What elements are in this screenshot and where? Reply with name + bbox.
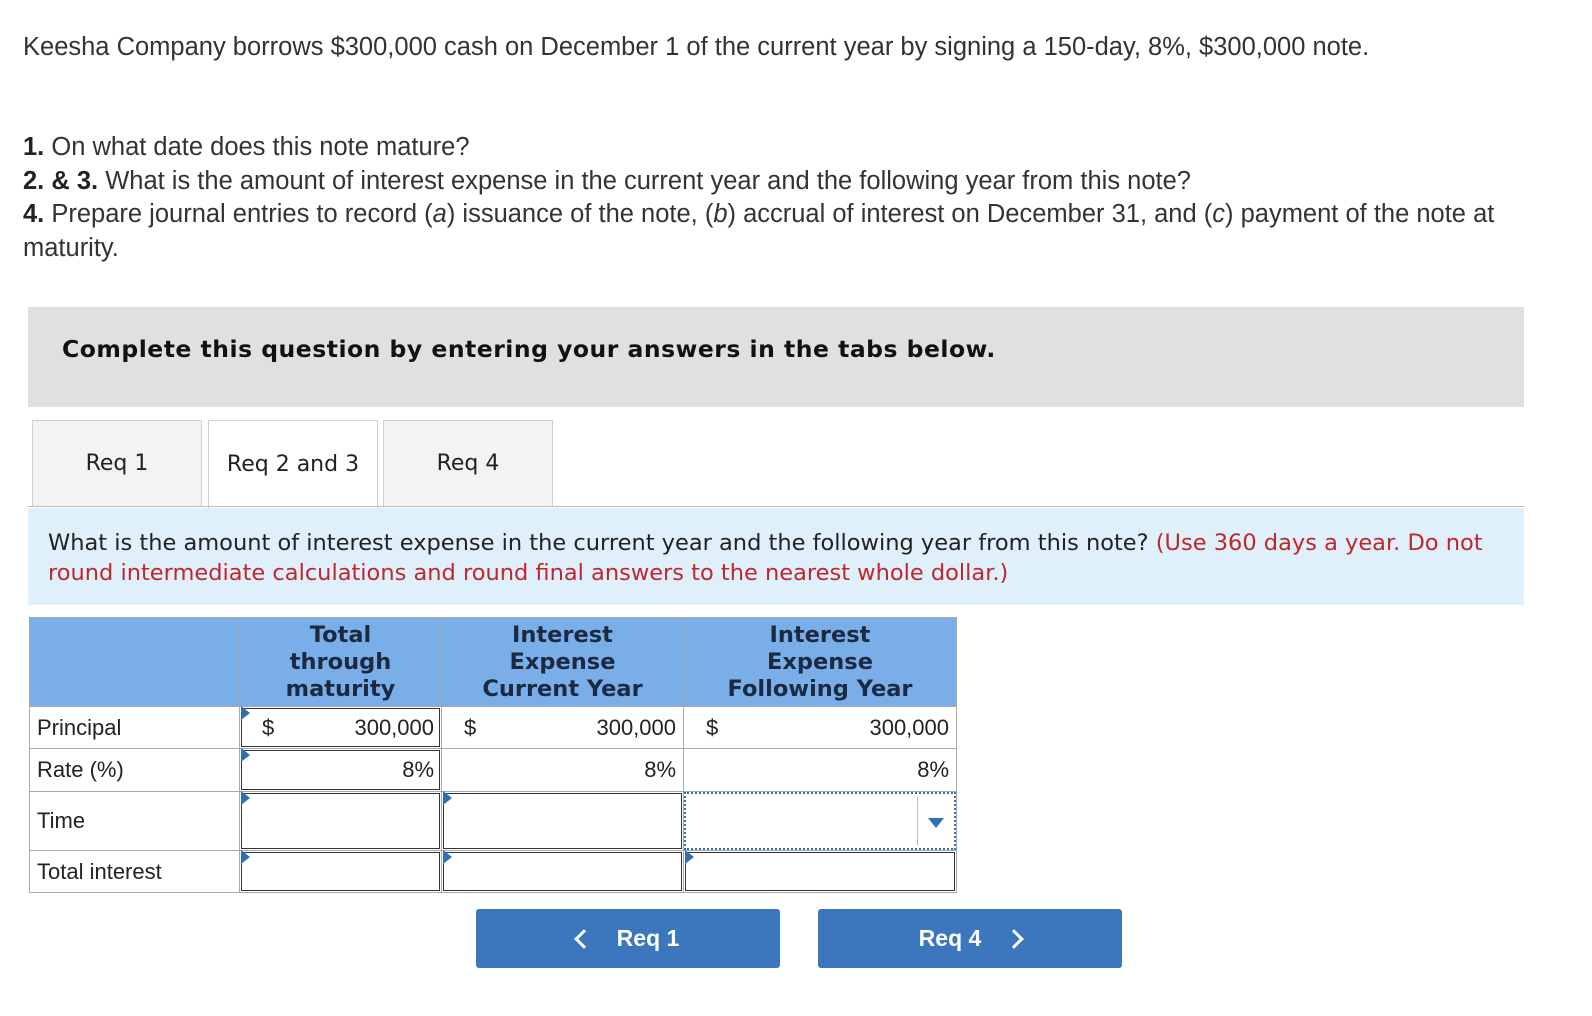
req-number: 4.	[23, 200, 45, 228]
req-text: ) issuance of the note, (	[446, 200, 714, 228]
currency-symbol: $	[262, 714, 275, 740]
table-row	[30, 792, 957, 851]
row-label-time: Time	[30, 792, 240, 851]
input-marker-icon	[685, 850, 694, 864]
total-interest-following-input[interactable]	[685, 852, 955, 891]
rate-total-cell[interactable]	[240, 749, 442, 792]
instructions-banner	[28, 307, 1524, 407]
req-letter: b	[713, 200, 728, 228]
prev-req-label: Req 1	[616, 925, 680, 951]
input-marker-icon	[241, 850, 250, 864]
tab-req-4[interactable]: Req 4	[383, 420, 553, 506]
dropdown-separator	[917, 797, 918, 845]
header-total-through-maturity	[240, 618, 442, 707]
principal-total-cell[interactable]	[240, 707, 442, 749]
requirement-4	[23, 198, 1543, 265]
req-text: On what date does this note mature?	[44, 133, 470, 161]
input-marker-icon	[443, 791, 452, 805]
time-current-cell[interactable]	[442, 792, 684, 851]
currency-symbol: $	[464, 714, 477, 740]
question-prompt: What is the amount of interest expense in the current year and the following year from this note?	[48, 530, 1156, 556]
dropdown-arrow-icon[interactable]	[928, 818, 944, 828]
header-text: Interest Expense Following Year	[727, 621, 913, 702]
table-row	[30, 749, 957, 792]
cell-value: 8%	[917, 757, 949, 782]
cell-value: 8%	[644, 757, 676, 782]
banner-text: Complete this question by entering your answers in the tabs below.	[62, 335, 996, 363]
problem-statement	[23, 30, 1543, 64]
input-marker-icon	[241, 748, 250, 762]
header-interest-following-year	[684, 618, 957, 707]
req-number: 1.	[23, 133, 45, 161]
tab-req-2-and-3[interactable]: Req 2 and 3	[208, 420, 378, 508]
table-row	[30, 707, 957, 749]
table-row	[30, 851, 957, 893]
header-interest-current-year	[442, 618, 684, 707]
principal-current-cell	[442, 707, 684, 749]
time-following-cell[interactable]	[684, 792, 957, 851]
total-interest-current-cell[interactable]	[442, 851, 684, 893]
cell-value: 300,000	[354, 714, 434, 740]
req-text: ) payment of the note at maturity.	[23, 200, 1495, 262]
rate-following-cell	[684, 749, 957, 792]
prev-req-button[interactable]	[476, 909, 780, 968]
header-text: Total through maturity	[285, 621, 396, 702]
requirements-list	[23, 131, 1543, 265]
total-interest-total-cell[interactable]	[240, 851, 442, 893]
tabs-divider	[28, 506, 1524, 507]
input-marker-icon	[443, 850, 452, 864]
req-letter: a	[432, 200, 447, 228]
req-number: 2. & 3.	[23, 166, 99, 195]
header-text: Interest Expense Current Year	[482, 621, 643, 702]
next-req-label: Req 4	[918, 925, 982, 951]
cell-value: 300,000	[596, 714, 676, 740]
total-interest-current-input[interactable]	[443, 852, 682, 891]
req-letter: c	[1212, 200, 1225, 228]
cell-value: 300,000	[869, 714, 949, 740]
time-current-input[interactable]	[443, 793, 682, 849]
req-text: ) accrual of interest on December 31, and (	[727, 200, 1213, 228]
currency-symbol: $	[706, 714, 719, 740]
cell-value: 8%	[402, 757, 434, 782]
time-total-input[interactable]	[241, 793, 440, 849]
total-interest-total-input[interactable]	[241, 852, 440, 891]
time-following-dropdown[interactable]	[684, 792, 956, 850]
question-panel	[28, 508, 1524, 605]
time-total-cell[interactable]	[240, 792, 442, 851]
row-label-principal: Principal	[30, 707, 240, 749]
tab-req-1[interactable]: Req 1	[32, 420, 202, 506]
row-label-total-interest: Total interest	[30, 851, 240, 893]
question-hint: (Use 360 days a year. Do not round intermediate calculations and round final answers to the nearest whole dollar.)	[48, 530, 1483, 586]
rate-current-cell	[442, 749, 684, 792]
next-req-button[interactable]	[818, 909, 1122, 968]
chevron-right-icon	[1004, 929, 1024, 949]
principal-following-cell	[684, 707, 957, 749]
header-blank	[30, 618, 240, 707]
req-text: What is the amount of interest expense in the current year and the following year from this note?	[98, 166, 1191, 195]
chevron-left-icon	[574, 929, 594, 949]
req-text: Prepare journal entries to record (	[44, 200, 433, 228]
interest-table	[29, 617, 957, 893]
requirement-2-3	[23, 165, 1543, 199]
input-marker-icon	[241, 791, 250, 805]
total-interest-following-cell[interactable]	[684, 851, 957, 893]
input-marker-icon	[241, 706, 250, 720]
requirement-1	[23, 131, 1543, 165]
row-label-rate: Rate (%)	[30, 749, 240, 792]
problem-intro: Keesha Company borrows $300,000 cash on December 1 of the current year by signing a 150-day, 8%, $300,000 note.	[23, 33, 1370, 61]
table-header-row	[30, 618, 957, 707]
question-text	[48, 528, 1524, 588]
